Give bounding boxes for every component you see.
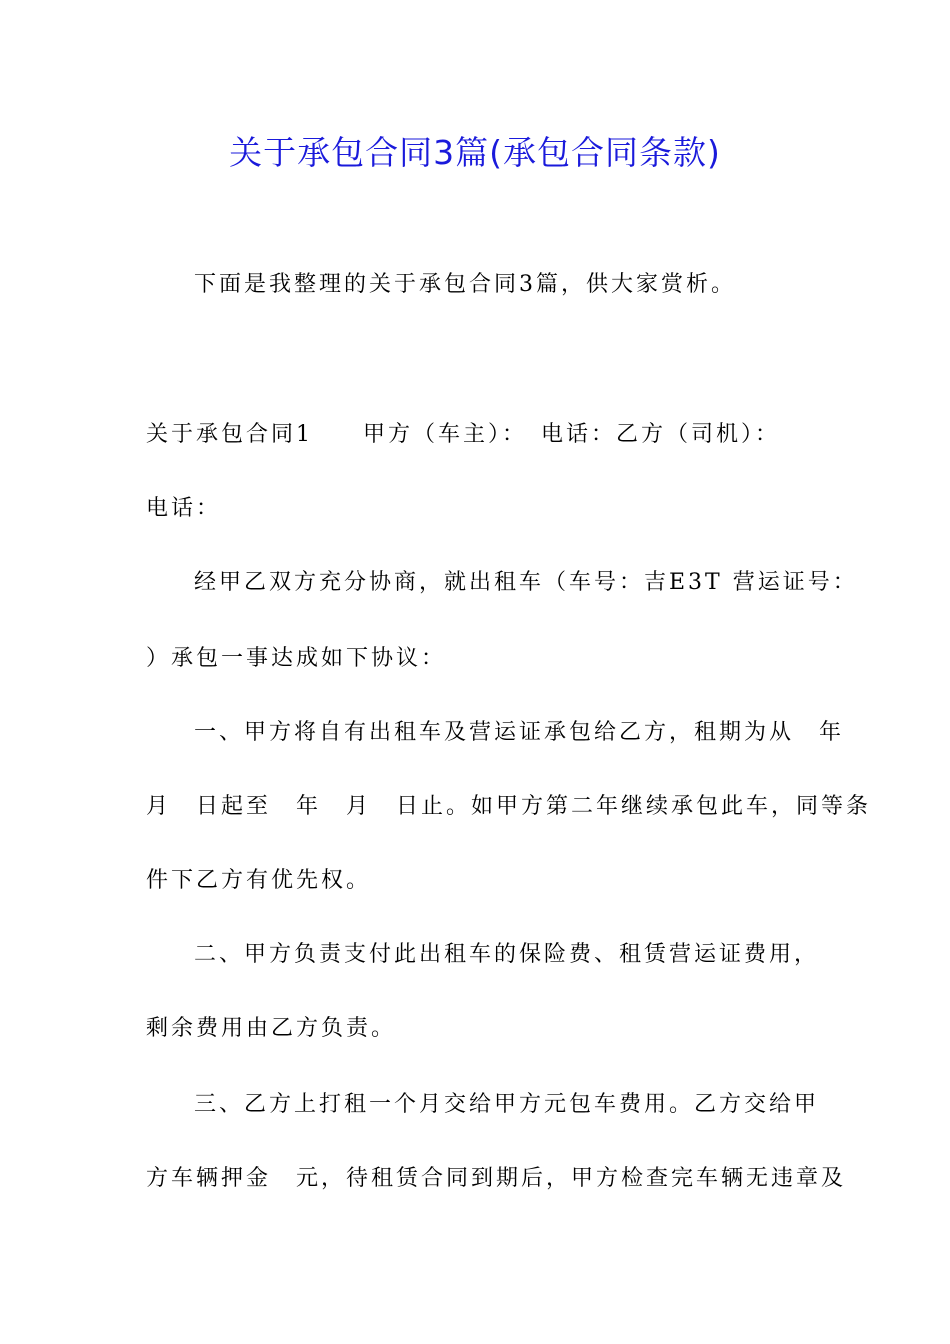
contract-heading-line: 关于承包合同1 甲方（车主）： 电话：乙方（司机）： bbox=[146, 422, 780, 447]
paragraph-line: 经甲乙双方充分协商，就出租车（车号：吉E3T 营运证号： bbox=[194, 570, 858, 595]
clause-3-line: 三、乙方上打租一个月交给甲方元包车费用。乙方交给甲 bbox=[194, 1092, 820, 1117]
intro-paragraph: 下面是我整理的关于承包合同3篇，供大家赏析。 bbox=[194, 272, 736, 297]
clause-2-line: 二、甲方负责支付此出租车的保险费、租赁营运证费用， bbox=[194, 942, 820, 967]
contract-phone-line: 电话： bbox=[146, 496, 222, 521]
clause-1-line: 月 日起至 年 月 日止。如甲方第二年继续承包此车，同等条 bbox=[146, 794, 872, 819]
clause-3-line: 方车辆押金 元，待租赁合同到期后，甲方检查完车辆无违章及 bbox=[146, 1166, 847, 1191]
clause-1-line: 件下乙方有优先权。 bbox=[146, 868, 372, 893]
document-title: 关于承包合同3篇(承包合同条款) bbox=[229, 133, 721, 172]
clause-1-line: 一、甲方将自有出租车及营运证承包给乙方，租期为从 年 bbox=[194, 720, 845, 745]
clause-2-line: 剩余费用由乙方负责。 bbox=[146, 1016, 397, 1041]
paragraph-line: ）承包一事达成如下协议： bbox=[146, 646, 447, 671]
